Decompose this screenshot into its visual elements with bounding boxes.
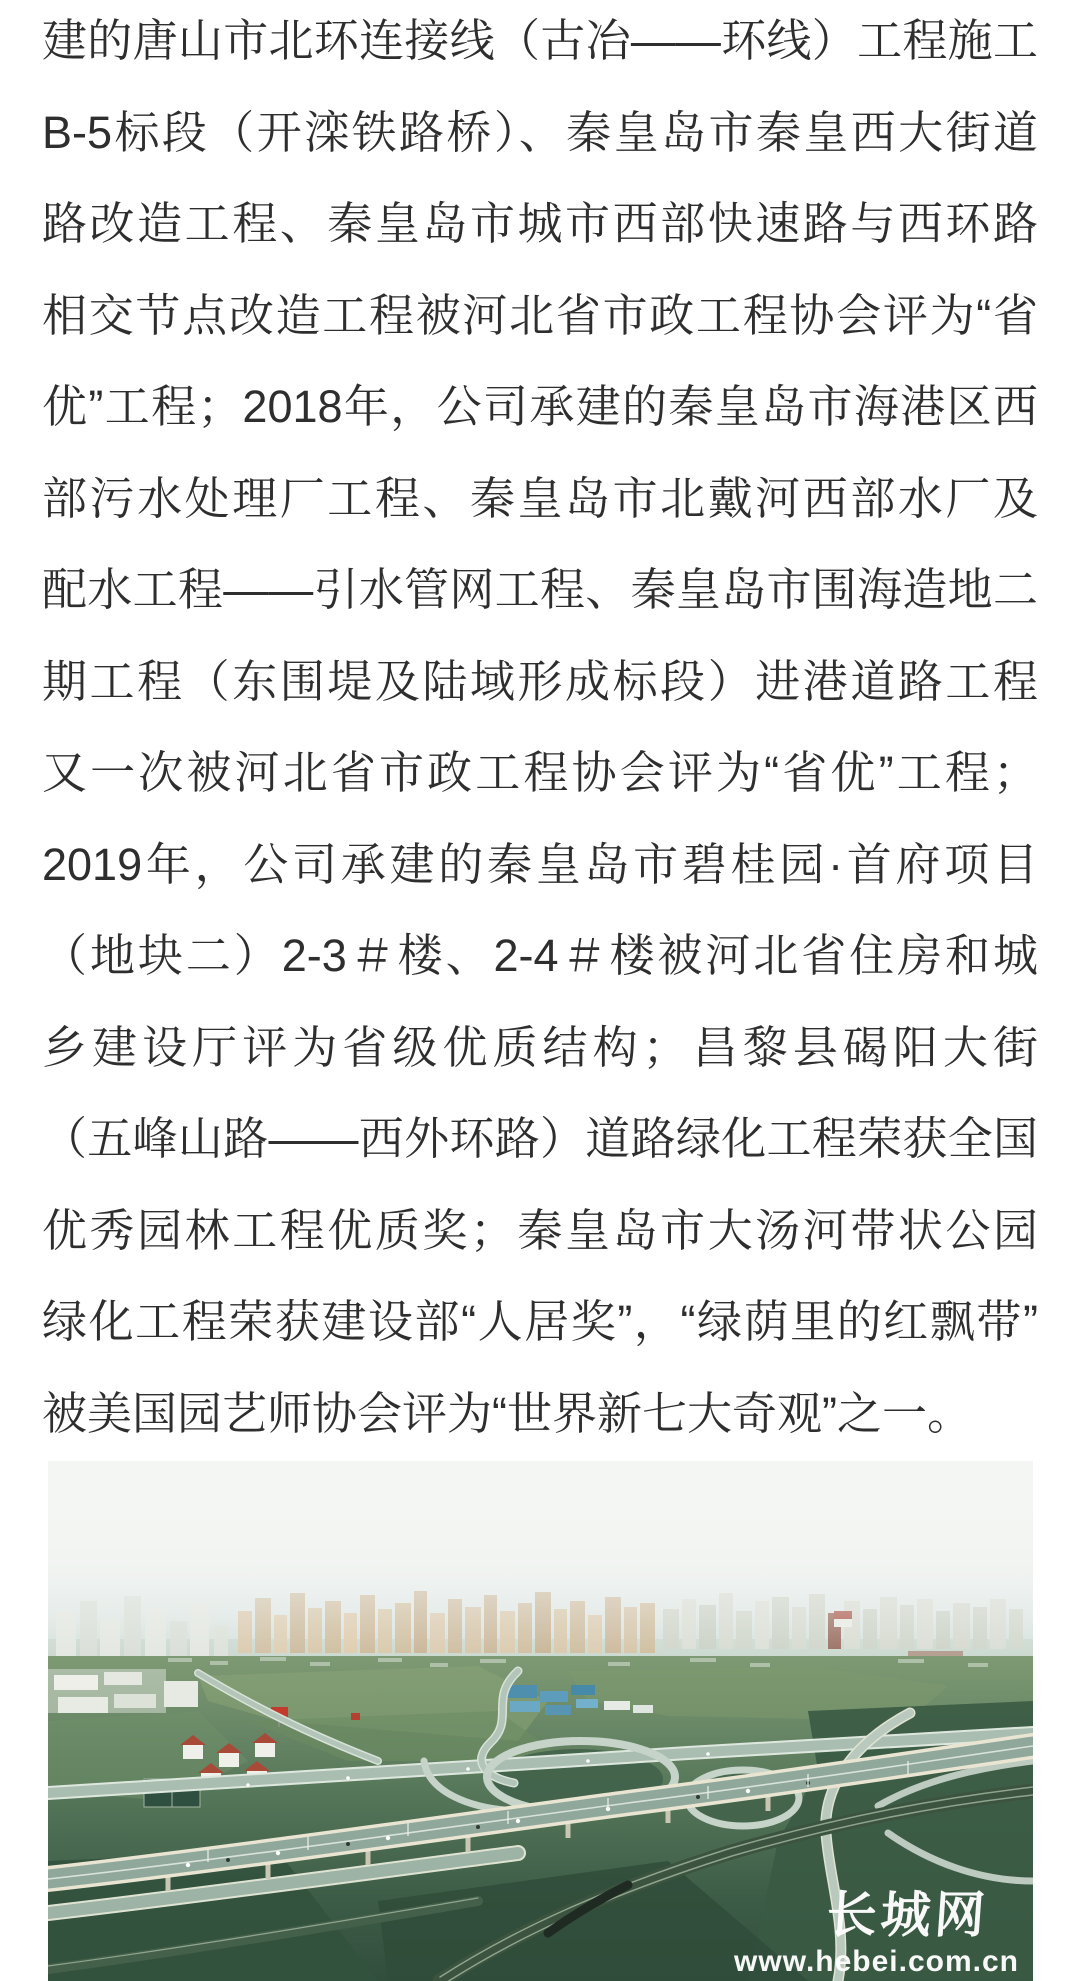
article-text-line: 路改造工程、秦皇岛市城市西部快速路与西环路	[42, 198, 1038, 249]
article-text-line: 配水工程——引水管网工程、秦皇岛市围海造地二	[42, 564, 1038, 615]
article-body	[42, 0, 1038, 1459]
article-text-line: 优”工程；2018年，公司承建的秦皇岛市海港区西	[42, 381, 1038, 432]
article-text-line: B-5标段（开滦铁路桥）、秦皇岛市秦皇西大街道	[42, 106, 1038, 158]
article-text-line: 优秀园林工程优质奖；秦皇岛市大汤河带状公园	[42, 1204, 1038, 1256]
article-text-line: 建的唐山市北环连接线（古冶——环线）工程施工	[42, 15, 1038, 66]
mist-overlay	[48, 1461, 1033, 1676]
article-text-line: （五峰山路——西外环路）道路绿化工程荣获全国	[42, 1113, 1038, 1164]
article-text-line: 2019年，公司承建的秦皇岛市碧桂园·首府项目	[42, 838, 1038, 890]
article-text-line: （地块二）2-3＃楼、2-4＃楼被河北省住房和城	[42, 930, 1038, 981]
aerial-photo[interactable]	[48, 1461, 1033, 1981]
watermark-logo: 长城网	[824, 1887, 991, 1943]
article-text-line: 绿化工程荣获建设部“人居奖”，“绿荫里的红飘带”	[42, 1296, 1038, 1347]
article-text-line: 相交节点改造工程被河北省市政工程协会评为“省	[42, 289, 1038, 341]
article-text-line: 部污水处理厂工程、秦皇岛市北戴河西部水厂及	[42, 472, 1038, 524]
article-text-line: 乡建设厅评为省级优质结构；昌黎县碣阳大街	[42, 1021, 1038, 1073]
article-text-line: 期工程（东围堤及陆域形成标段）进港道路工程	[42, 655, 1038, 707]
watermark-url: www.hebei.com.cn	[734, 1945, 1019, 1978]
article-text-line: 又一次被河北省市政工程协会评为“省优”工程；	[42, 747, 1038, 798]
article-text-line: 被美国园艺师协会评为“世界新七大奇观”之一。	[42, 1387, 972, 1439]
